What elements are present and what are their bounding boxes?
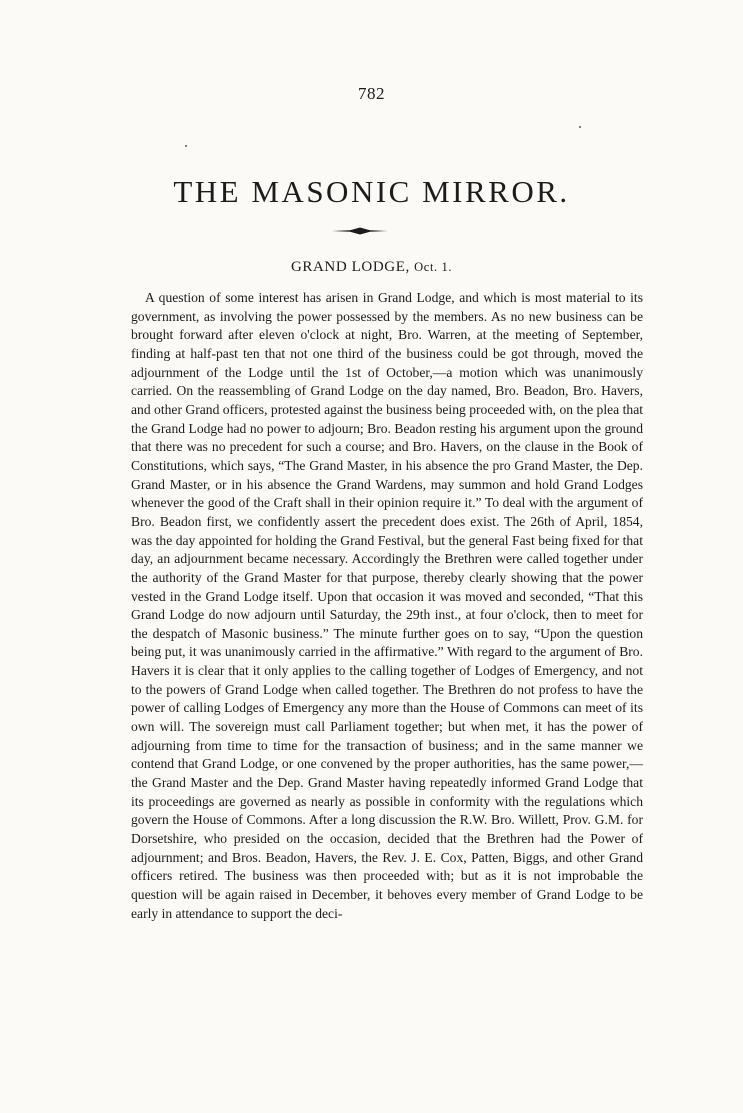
section-heading-title: GRAND LODGE, <box>290 259 410 275</box>
section-heading <box>0 259 743 276</box>
article-body: A question of some interest has arisen in Grand Lodge, and which is most material to its government, as involving the power possessed by the members. As no new business can be brought forward after eleven o'clock at night, Bro. Warren, at the meeting of September, finding at half-past ten that not one third of the business could be got through, moved the adjournment of the Lodge until the 1st of October,—a motion which was unanimously carried. On the reassembling of Grand Lodge on the day named, Bro. Beadon, Bro. Havers, and other Grand officers, protested against the business being proceeded with, on the plea that the Grand Lodge had no power to adjourn; Bro. Beadon resting his argument upon the ground that there was no precedent for such a course; and Bro. Havers, on the clause in the Book of Constitutions, which says, “The Grand Master, in his absence the pro Grand Master, the Dep. Grand Master, or in his absence the Grand Wardens, may summon and hold Grand Lodges whenever the good of the Craft shall in their opinion require it.” To deal with the argument of Bro. Beadon first, we confidently assert the precedent does exist. The 26th of April, 1854, was the day appointed for holding the Grand Festival, but the general Fast being fixed for that day, an adjournment became necessary. Accordingly the Brethren were called together under the authority of the Grand Master for that purpose, thereby clearly showing that the power vested in the Grand Lodge itself. Upon that occasion it was moved and seconded, “That this Grand Lodge do now adjourn until Saturday, the 29th inst., at four o'clock, then to meet for the despatch of Masonic business.” The minute further goes on to say, “Upon the question being put, it was unanimously carried in the affirmative.” With regard to the argument of Bro. Havers it is clear that it only applies to the calling together of Lodges of Emergency, and not to the powers of Grand Lodge when called together. The Brethren do not profess to have the power of calling Lodges of Emergency any more than the House of Commons can meet of its own will. The sovereign must call Parliament together; but when met, it has the power of adjourning from time to time for the transaction of business; and in the same manner we contend that Grand Lodge, or one convened by the proper authorities, has the same power,—the Grand Master and the Dep. Grand Master having repeatedly informed Grand Lodge that its proceedings are governed as nearly as possible in conformity with the regulations which govern the House of Commons. After a long discussion the R.W. Bro. Willett, Prov. G.M. for Dorsetshire, who presided on the occasion, decided that the Brethren had the Power of adjournment; and Bros. Beadon, Havers, the Rev. J. E. Cox, Patten, Biggs, and other Grand officers retired. The business was then proceeded with; but as it is not improbable the question will be again raised in December, it behoves every member of Grand Lodge to be early in attendance to support the deci- <box>131 290 643 921</box>
journal-title: THE MASONIC MIRROR. <box>173 174 570 209</box>
section-heading-date: Oct. 1. <box>414 260 453 274</box>
print-speck <box>185 145 187 147</box>
page-number: 782 <box>358 84 385 103</box>
ornament-rule-icon <box>332 226 388 236</box>
print-speck <box>579 126 581 128</box>
